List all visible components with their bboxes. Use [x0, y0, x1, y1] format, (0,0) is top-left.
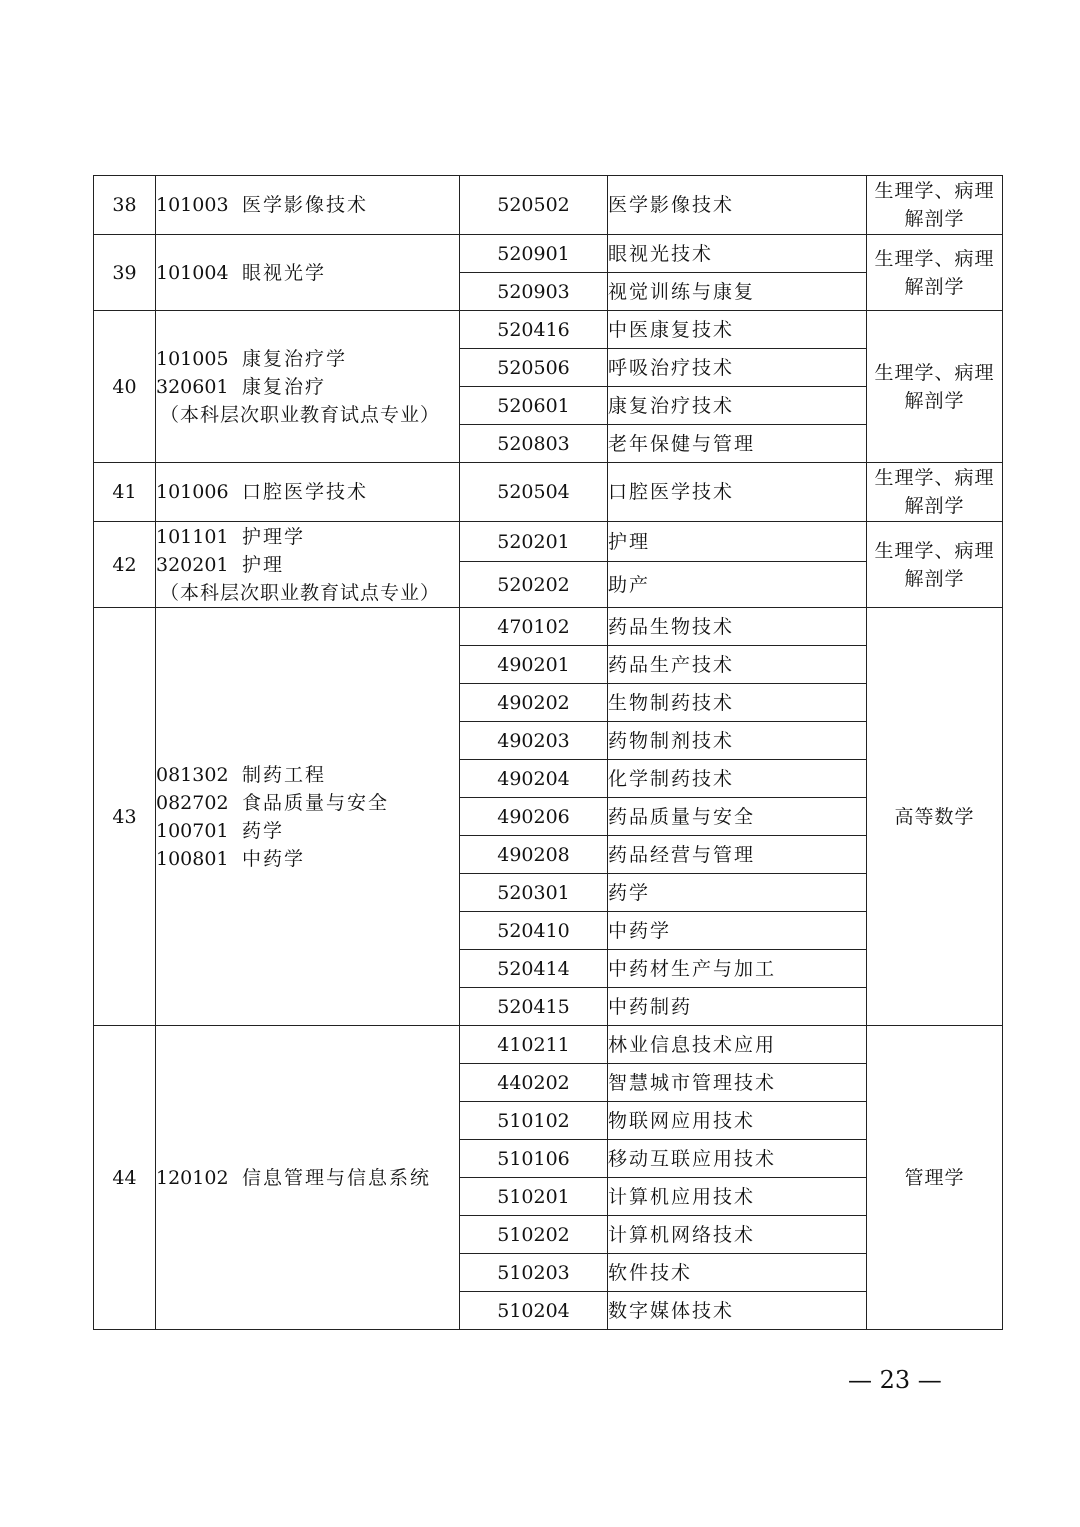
vocational-name: 药品经营与管理: [608, 836, 867, 874]
vocational-name: 计算机应用技术: [608, 1178, 867, 1216]
table-row: [94, 608, 1003, 646]
major-table: [93, 175, 1003, 1330]
vocational-name: 口腔医学技术: [608, 463, 867, 522]
undergrad-code: 101006: [156, 481, 229, 503]
undergrad-name: 医学影像技术: [242, 194, 369, 216]
vocational-code: 520202: [460, 562, 608, 608]
table-row: [94, 1026, 1003, 1064]
undergrad-note: （本科层次职业教育试点专业）: [160, 581, 441, 604]
vocational-code: 510102: [460, 1102, 608, 1140]
undergrad-name: 口腔医学技术: [242, 481, 369, 503]
undergrad-name: 康复治疗学: [242, 347, 348, 370]
vocational-code: 490201: [460, 646, 608, 684]
vocational-name: 中药学: [608, 912, 867, 950]
vocational-name: 智慧城市管理技术: [608, 1064, 867, 1102]
vocational-name: 生物制药技术: [608, 684, 867, 722]
vocational-code: 410211: [460, 1026, 608, 1064]
undergrad-code: 100701: [156, 819, 229, 842]
undergrad-major: [156, 478, 459, 506]
vocational-name: 软件技术: [608, 1254, 867, 1292]
vocational-code: 520410: [460, 912, 608, 950]
table-body: [94, 176, 1003, 1330]
table-row: [94, 522, 1003, 562]
page-number: — 23 —: [848, 1366, 942, 1394]
table-row: [94, 176, 1003, 235]
vocational-code: 520901: [460, 235, 608, 273]
row-number: 42: [94, 522, 156, 608]
vocational-code: 520504: [460, 463, 608, 522]
undergrad-code: 320601: [156, 375, 229, 398]
vocational-name: 数字媒体技术: [608, 1292, 867, 1330]
undergrad-major: [156, 259, 459, 287]
undergrad-major: [156, 373, 459, 401]
undergrad-major: [156, 551, 459, 579]
exam-subject-line: 解剖学: [904, 495, 965, 517]
vocational-code: 490206: [460, 798, 608, 836]
undergrad-major: [156, 345, 459, 373]
undergrad-name: 护理: [242, 553, 285, 576]
undergrad-majors: [156, 311, 460, 463]
table-row: [94, 463, 1003, 522]
vocational-name: 药品生物技术: [608, 608, 867, 646]
vocational-name: 助产: [608, 562, 867, 608]
undergrad-majors: [156, 176, 460, 235]
exam-subject: [867, 176, 1003, 235]
vocational-code: 490202: [460, 684, 608, 722]
vocational-name: 药学: [608, 874, 867, 912]
table-row: [94, 235, 1003, 273]
undergrad-name: 眼视光学: [242, 261, 327, 284]
vocational-name: 中药材生产与加工: [608, 950, 867, 988]
undergrad-code: 081302: [156, 763, 229, 786]
row-number: 39: [94, 235, 156, 311]
undergrad-code: 101101: [156, 525, 229, 548]
undergrad-name: 食品质量与安全: [242, 791, 390, 814]
vocational-code: 520201: [460, 522, 608, 562]
exam-subject-line: 解剖学: [904, 389, 965, 412]
row-number: 38: [94, 176, 156, 235]
vocational-code: 440202: [460, 1064, 608, 1102]
vocational-name: 护理: [608, 522, 867, 562]
row-number: 41: [94, 463, 156, 522]
undergrad-code: 120102: [156, 1166, 229, 1189]
vocational-name: 医学影像技术: [608, 176, 867, 235]
undergrad-major: [156, 789, 459, 817]
vocational-code: 470102: [460, 608, 608, 646]
row-number: 44: [94, 1026, 156, 1330]
exam-subject-line: 生理学、病理: [874, 539, 995, 562]
undergrad-major: [156, 761, 459, 789]
undergrad-name: 护理学: [242, 525, 306, 548]
exam-subject-line: 生理学、病理: [874, 247, 995, 270]
vocational-code: 490204: [460, 760, 608, 798]
vocational-name: 计算机网络技术: [608, 1216, 867, 1254]
exam-subject: [867, 608, 1003, 1026]
undergrad-major: [156, 817, 459, 845]
exam-subject: [867, 522, 1003, 608]
undergrad-name: 康复治疗: [242, 375, 327, 398]
vocational-code: 490203: [460, 722, 608, 760]
vocational-name: 化学制药技术: [608, 760, 867, 798]
vocational-name: 物联网应用技术: [608, 1102, 867, 1140]
exam-subject-line: 高等数学: [894, 805, 975, 828]
vocational-name: 视觉训练与康复: [608, 273, 867, 311]
vocational-name: 药物制剂技术: [608, 722, 867, 760]
undergrad-note: （本科层次职业教育试点专业）: [160, 403, 441, 426]
vocational-code: 520601: [460, 387, 608, 425]
exam-subject: [867, 1026, 1003, 1330]
undergrad-code: 320201: [156, 553, 229, 576]
undergrad-majors: [156, 463, 460, 522]
vocational-code: 510204: [460, 1292, 608, 1330]
vocational-code: 520803: [460, 425, 608, 463]
exam-subject: [867, 235, 1003, 311]
undergrad-name: 药学: [242, 819, 285, 842]
exam-subject-line: 解剖学: [904, 275, 965, 298]
undergrad-name: 制药工程: [242, 763, 327, 786]
exam-subject: [867, 311, 1003, 463]
undergrad-majors: [156, 608, 460, 1026]
vocational-code: 520502: [460, 176, 608, 235]
undergrad-code: 082702: [156, 791, 229, 814]
exam-subject: [867, 463, 1003, 522]
undergrad-name: 信息管理与信息系统: [242, 1166, 432, 1189]
vocational-code: 520416: [460, 311, 608, 349]
vocational-code: 520903: [460, 273, 608, 311]
vocational-name: 中医康复技术: [608, 311, 867, 349]
exam-subject-line: 解剖学: [904, 208, 965, 230]
vocational-code: 510201: [460, 1178, 608, 1216]
undergrad-code: 101005: [156, 347, 229, 370]
exam-subject-line: 解剖学: [904, 567, 965, 590]
vocational-code: 510203: [460, 1254, 608, 1292]
undergrad-majors: [156, 522, 460, 608]
vocational-code: 510202: [460, 1216, 608, 1254]
vocational-name: 林业信息技术应用: [608, 1026, 867, 1064]
row-number: 43: [94, 608, 156, 1026]
vocational-code: 490208: [460, 836, 608, 874]
undergrad-name: 中药学: [242, 847, 306, 870]
exam-subject-line: 生理学、病理: [874, 467, 995, 489]
undergrad-majors: [156, 1026, 460, 1330]
vocational-code: 510106: [460, 1140, 608, 1178]
vocational-name: 移动互联应用技术: [608, 1140, 867, 1178]
row-number: 40: [94, 311, 156, 463]
undergrad-code: 101003: [156, 194, 229, 216]
vocational-name: 药品生产技术: [608, 646, 867, 684]
vocational-code: 520415: [460, 988, 608, 1026]
vocational-name: 康复治疗技术: [608, 387, 867, 425]
table-row: [94, 311, 1003, 349]
undergrad-major: [156, 523, 459, 551]
undergrad-majors: [156, 235, 460, 311]
vocational-name: 呼吸治疗技术: [608, 349, 867, 387]
vocational-name: 老年保健与管理: [608, 425, 867, 463]
exam-subject-line: 生理学、病理: [874, 180, 995, 202]
exam-subject-line: 管理学: [904, 1166, 965, 1189]
vocational-code: 520414: [460, 950, 608, 988]
undergrad-major: [156, 1164, 459, 1192]
undergrad-major: [156, 845, 459, 873]
exam-subject-line: 生理学、病理: [874, 361, 995, 384]
vocational-code: 520301: [460, 874, 608, 912]
undergrad-major: [156, 191, 459, 219]
vocational-name: 药品质量与安全: [608, 798, 867, 836]
undergrad-code: 100801: [156, 847, 229, 870]
vocational-name: 眼视光技术: [608, 235, 867, 273]
vocational-code: 520506: [460, 349, 608, 387]
undergrad-code: 101004: [156, 261, 229, 284]
vocational-name: 中药制药: [608, 988, 867, 1026]
